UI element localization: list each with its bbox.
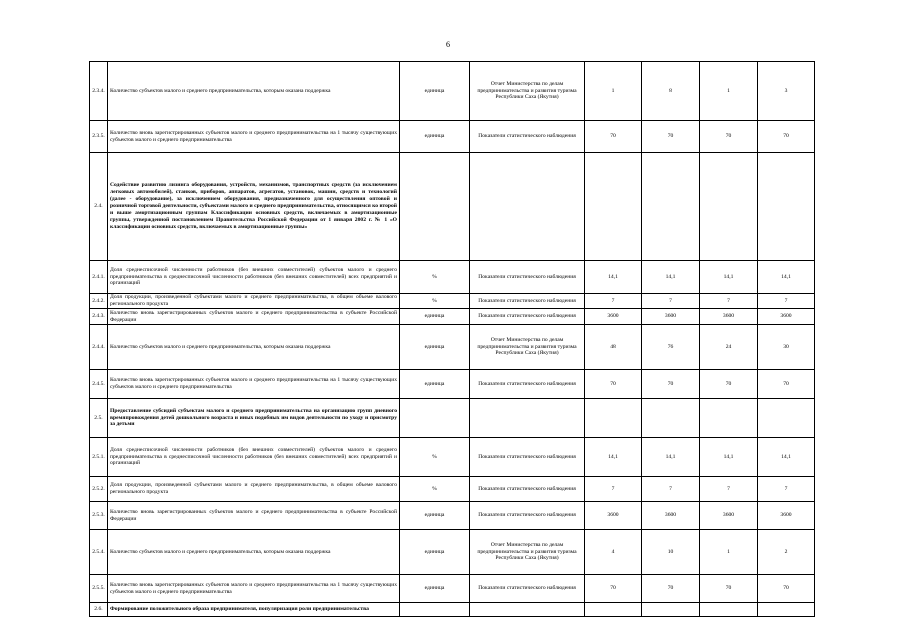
table-row: [90, 502, 815, 530]
row-number: 2.6.: [90, 603, 108, 617]
row-number: 2.5.3.: [90, 502, 108, 530]
row-number: 2.3.4.: [90, 62, 108, 121]
unit-cell: [400, 603, 470, 617]
unit-cell: единица: [400, 370, 470, 399]
value-cell: [585, 603, 642, 617]
row-number: 2.5.1.: [90, 438, 108, 477]
value-cell: 3600: [642, 309, 700, 325]
table-row: [90, 294, 815, 309]
value-cell: 70: [700, 121, 758, 153]
unit-cell: единица: [400, 121, 470, 153]
value-cell: 3600: [700, 502, 758, 530]
unit-cell: %: [400, 438, 470, 477]
value-cell: [758, 603, 815, 617]
value-cell: 10: [642, 530, 700, 575]
source-cell: Отчет Министерства по делам предпринимательства и развития туризма Республики Саха (Якутия): [470, 62, 585, 121]
value-cell: 70: [758, 121, 815, 153]
indicator-name: Количество вновь зарегистрированных субъектов малого и среднего предпринимательства на 1 тысячу существующих субъектов малого и среднего предпринимательства: [108, 121, 400, 153]
value-cell: 7: [758, 294, 815, 309]
source-cell: Показатели статистического наблюдения: [470, 477, 585, 502]
value-cell: 14,1: [700, 261, 758, 294]
indicator-name: Доля продукции, произведенной субъектами малого и среднего предпринимательства, в общем объеме валового регионального продукта: [108, 294, 400, 309]
value-cell: 7: [700, 294, 758, 309]
source-cell: [470, 153, 585, 261]
source-cell: Показатели статистического наблюдения: [470, 575, 585, 603]
table-row: [90, 438, 815, 477]
row-number: 2.4.1.: [90, 261, 108, 294]
row-number: 2.5.2.: [90, 477, 108, 502]
value-cell: 24: [700, 325, 758, 370]
indicator-name: Доля среднесписочной численности работников (без внешних совместителей) субъектов малого и среднего предпринимательства в среднесписочной численности работников (без внешних совместителей) всех предприятий и организаций: [108, 438, 400, 477]
indicator-name: Доля продукции, произведенной субъектами малого и среднего предпринимательства, в общем объеме валового регионального продукта: [108, 477, 400, 502]
value-cell: 1: [585, 62, 642, 121]
source-cell: Показатели статистического наблюдения: [470, 294, 585, 309]
row-number: 2.4.4.: [90, 325, 108, 370]
value-cell: 14,1: [642, 261, 700, 294]
row-number: 2.3.5.: [90, 121, 108, 153]
value-cell: [642, 603, 700, 617]
table-row: [90, 477, 815, 502]
unit-cell: единица: [400, 325, 470, 370]
value-cell: 3600: [700, 309, 758, 325]
value-cell: 8: [642, 62, 700, 121]
value-cell: 14,1: [585, 438, 642, 477]
value-cell: 30: [758, 325, 815, 370]
value-cell: 14,1: [700, 438, 758, 477]
value-cell: 14,1: [758, 261, 815, 294]
table-row: [90, 370, 815, 399]
unit-cell: единица: [400, 502, 470, 530]
value-cell: [700, 399, 758, 438]
row-number: 2.4.: [90, 153, 108, 261]
value-cell: 7: [642, 477, 700, 502]
indicator-name: Формирование положительного образа предпринимателя, популяризация роли предпринимательства: [108, 603, 400, 617]
row-number: 2.4.5.: [90, 370, 108, 399]
table-row: [90, 261, 815, 294]
value-cell: 4: [585, 530, 642, 575]
value-cell: [758, 153, 815, 261]
unit-cell: единица: [400, 575, 470, 603]
value-cell: 7: [585, 294, 642, 309]
value-cell: 14,1: [642, 438, 700, 477]
unit-cell: %: [400, 477, 470, 502]
indicator-name: Доля среднесписочной численности работников (без внешних совместителей) субъектов малого и среднего предпринимательства в среднесписочной численности работников (без внешних совместителей) всех предприятий и организаций: [108, 261, 400, 294]
value-cell: [585, 399, 642, 438]
value-cell: [642, 153, 700, 261]
row-number: 2.5.: [90, 399, 108, 438]
value-cell: 7: [642, 294, 700, 309]
value-cell: 7: [585, 477, 642, 502]
indicator-name: Количество субъектов малого и среднего предпринимательства, которым оказана поддержка: [108, 530, 400, 575]
value-cell: [642, 399, 700, 438]
value-cell: 70: [642, 121, 700, 153]
value-cell: 14,1: [758, 438, 815, 477]
value-cell: 70: [700, 575, 758, 603]
row-number: 2.5.4.: [90, 530, 108, 575]
value-cell: 70: [585, 121, 642, 153]
row-number: 2.4.3.: [90, 309, 108, 325]
unit-cell: %: [400, 294, 470, 309]
source-cell: Отчет Министерства по делам предпринимательства и развития туризма Республики Саха (Якутия): [470, 325, 585, 370]
value-cell: 3600: [758, 502, 815, 530]
table-row: [90, 121, 815, 153]
source-cell: Отчет Министерства по делам предпринимательства и развития туризма Республики Саха (Якутия): [470, 530, 585, 575]
value-cell: 1: [700, 62, 758, 121]
indicator-name: Содействие развитию лизинга оборудования, устройств, механизмов, транспортных средств (за исключением легковых автомобилей), станков, приборов, аппаратов, агрегатов, установок, машин, средств и технологий (далее - оборудование), за исключением оборудования, предназначенного для осуществления оптовой и розничной торговой деятельности, субъектами малого и среднего предпринимательства, относящимся ко второй и выше амортизационным группам Классификации основных средств, включаемых в амортизационные группы, утвержденной постановлением Правительства Российской Федерации от 1 января 2002 г. № 1 «О классификации основных средств, включаемых в амортизационные группы»: [108, 153, 400, 261]
unit-cell: %: [400, 261, 470, 294]
table-row: [90, 309, 815, 325]
unit-cell: единица: [400, 62, 470, 121]
unit-cell: единица: [400, 530, 470, 575]
value-cell: 7: [700, 477, 758, 502]
indicator-name: Количество субъектов малого и среднего предпринимательства, которым оказана поддержка: [108, 325, 400, 370]
indicator-name: Количество вновь зарегистрированных субъектов малого и среднего предпринимательства в субъекте Российской Федерации: [108, 502, 400, 530]
value-cell: 76: [642, 325, 700, 370]
indicator-name: Предоставление субсидий субъектам малого и среднего предпринимательства на организацию групп дневного времяпровождения детей дошкольного возраста и иных подобных им видов деятельности по уходу и присмотру за детьми: [108, 399, 400, 438]
value-cell: 70: [700, 370, 758, 399]
row-number: 2.5.5.: [90, 575, 108, 603]
indicators-table: [89, 61, 815, 617]
value-cell: 3600: [642, 502, 700, 530]
page-number: 6: [446, 40, 450, 49]
table-row: [90, 153, 815, 261]
value-cell: 3600: [758, 309, 815, 325]
value-cell: 2: [758, 530, 815, 575]
table-row: [90, 575, 815, 603]
source-cell: Показатели статистического наблюдения: [470, 370, 585, 399]
source-cell: Показатели статистического наблюдения: [470, 309, 585, 325]
indicator-name: Количество вновь зарегистрированных субъектов малого и среднего предпринимательства на 1 тысячу существующих субъектов малого и среднего предпринимательства: [108, 575, 400, 603]
source-cell: Показатели статистического наблюдения: [470, 121, 585, 153]
indicator-name: Количество вновь зарегистрированных субъектов малого и среднего предпринимательства в субъекте Российской Федерации: [108, 309, 400, 325]
value-cell: 3600: [585, 502, 642, 530]
source-cell: [470, 399, 585, 438]
value-cell: 7: [758, 477, 815, 502]
value-cell: 70: [585, 575, 642, 603]
source-cell: Показатели статистического наблюдения: [470, 261, 585, 294]
value-cell: 3600: [585, 309, 642, 325]
value-cell: 70: [642, 370, 700, 399]
value-cell: 70: [642, 575, 700, 603]
table-row: [90, 325, 815, 370]
value-cell: 70: [758, 575, 815, 603]
table-row: [90, 62, 815, 121]
unit-cell: [400, 153, 470, 261]
value-cell: [585, 153, 642, 261]
value-cell: [700, 153, 758, 261]
value-cell: 70: [585, 370, 642, 399]
indicator-name: Количество вновь зарегистрированных субъектов малого и среднего предпринимательства на 1 тысячу существующих субъектов малого и среднего предпринимательства: [108, 370, 400, 399]
table-row: [90, 603, 815, 617]
unit-cell: единица: [400, 309, 470, 325]
value-cell: 14,1: [585, 261, 642, 294]
source-cell: [470, 603, 585, 617]
indicator-name: Количество субъектов малого и среднего предпринимательства, которым оказана поддержка: [108, 62, 400, 121]
value-cell: [700, 603, 758, 617]
unit-cell: [400, 399, 470, 438]
row-number: 2.4.2.: [90, 294, 108, 309]
source-cell: Показатели статистического наблюдения: [470, 502, 585, 530]
source-cell: Показатели статистического наблюдения: [470, 438, 585, 477]
value-cell: 1: [700, 530, 758, 575]
value-cell: 70: [758, 370, 815, 399]
table-row: [90, 399, 815, 438]
value-cell: [758, 399, 815, 438]
value-cell: 3: [758, 62, 815, 121]
table-row: [90, 530, 815, 575]
value-cell: 48: [585, 325, 642, 370]
